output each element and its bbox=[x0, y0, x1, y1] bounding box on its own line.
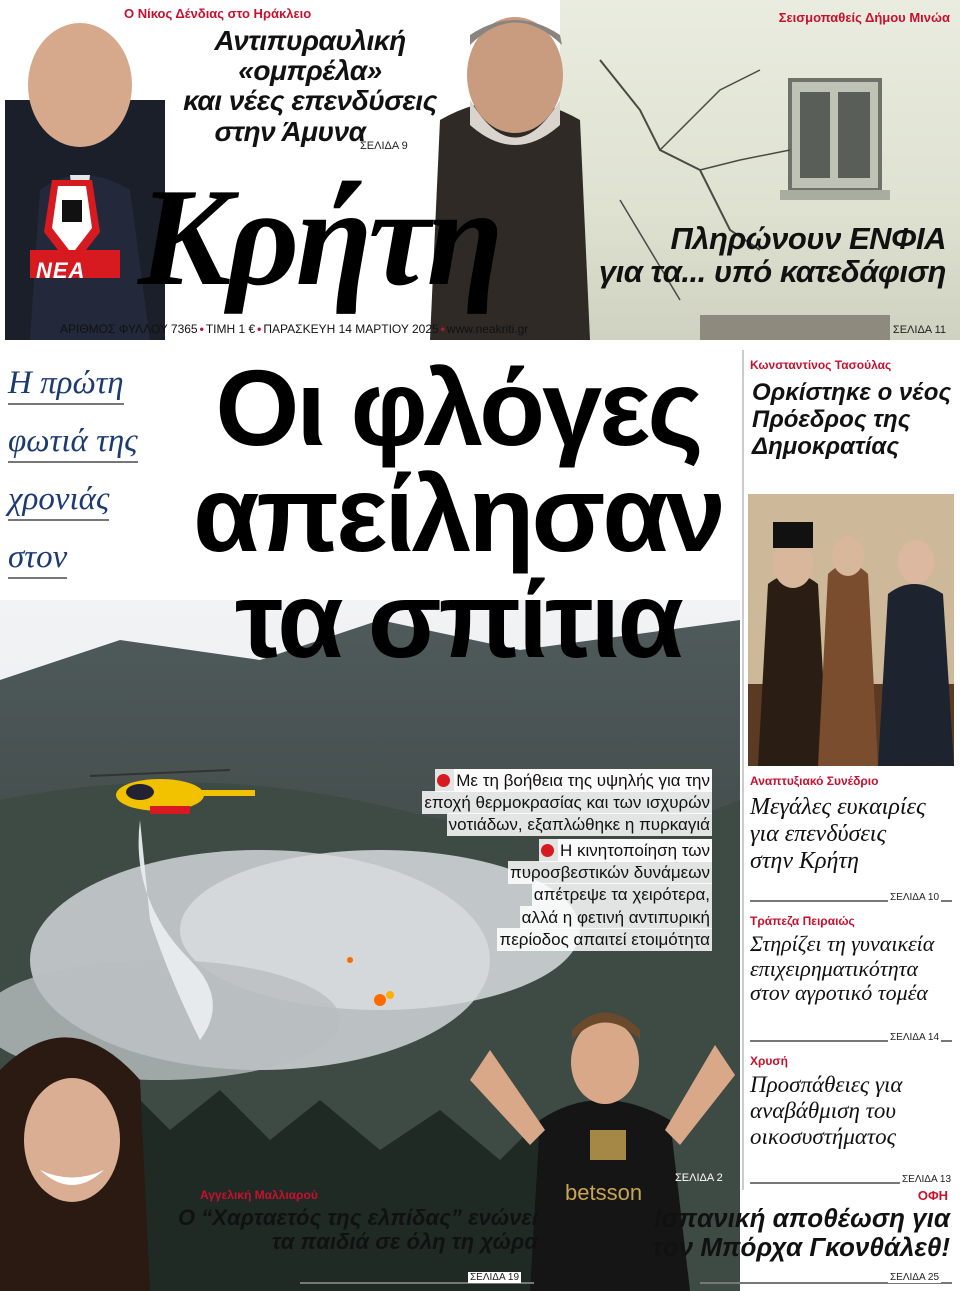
kicker-dendias: Ο Νίκος Δένδιας στο Ηράκλειο bbox=[124, 6, 312, 21]
poem-line: στον bbox=[8, 540, 67, 579]
lead-bullets bbox=[390, 770, 710, 955]
bullet-item: Η κινητοποίηση των πυροσβεστικών δυνάμεων απέτρεψε τα χειρότερα, αλλά η φετινή αντιπυρική περίοδος απαιτεί ετοιμότητα bbox=[499, 841, 710, 949]
oath-photo bbox=[748, 494, 954, 766]
newspaper-logo: Κρήτη bbox=[138, 160, 500, 315]
jersey-sponsor: betsson bbox=[565, 1180, 643, 1205]
page-ref-lead: ΣΕΛΙΔΑ 2 bbox=[675, 1172, 723, 1184]
poem-line: χρονιάς bbox=[8, 482, 109, 521]
page-ref-enfia: ΣΕΛΙΔΑ 11 bbox=[892, 324, 946, 336]
issue-number: ΑΡΙΘΜΟΣ ΦΥΛΛΟΥ 7365 bbox=[60, 322, 198, 336]
dateline: ΑΡΙΘΜΟΣ ΦΥΛΛΟΥ 7365 • ΤΙΜΗ 1 € • ΠΑΡΑΣΚΕΥΗ 14 ΜΑΡΤΙΟΥ 2025 • www.neakriti.gr bbox=[60, 322, 529, 336]
kicker-synedrio: Αναπτυξιακό Συνέδριο bbox=[750, 774, 879, 788]
kicker-ofi: ΟΦΗ bbox=[917, 1188, 948, 1203]
masthead bbox=[0, 0, 960, 340]
kicker-chrysi: Χρυσή bbox=[750, 1054, 788, 1068]
kicker-peiraios: Τράπεζα Πειραιώς bbox=[750, 914, 855, 928]
story-peiraios-title[interactable]: Στηρίζει τη γυναικεία επιχειρηματικότητα στον αγροτικό τομέα bbox=[750, 931, 935, 1006]
story-chrysi-title[interactable]: Προσπάθειες για αναβάθμιση του οικοσυστήματος bbox=[750, 1072, 903, 1149]
kicker-malliarou: Αγγελική Μαλλιαρού bbox=[200, 1188, 318, 1202]
story-enfia-title[interactable]: Πληρώνουν ΕΝΦΙΑ για τα... υπό κατεδάφιση bbox=[598, 221, 946, 290]
story-chartaetos-title[interactable]: Ο “Χαρταετός της ελπίδας” ενώνει τα παιδιά σε όλη τη χώρα bbox=[178, 1205, 538, 1255]
page-ref-tasoulas: ΣΕΛΙΔΑ 8 bbox=[900, 757, 944, 768]
story-tasoulas-title[interactable]: Ορκίστηκε ο νέος Πρόεδρος της Δημοκρατίας bbox=[752, 379, 952, 460]
story-dendias-title[interactable]: Αντιπυραυλική «ομπρέλα» και νέες επενδύσεις στην Άμυνα bbox=[183, 25, 437, 147]
red-bullet-icon bbox=[437, 774, 450, 787]
page-ref-chrysi: ΣΕΛΙΔΑ 13 bbox=[902, 1174, 952, 1185]
main-headline[interactable]: Οι φλόγες απείλησαν τα σπίτια bbox=[193, 347, 723, 680]
red-bullet-icon bbox=[541, 844, 554, 857]
logo-nea: ΝΕΑ bbox=[36, 258, 86, 283]
poem-line: Η πρώτη bbox=[8, 366, 124, 405]
page-ref-dendias: ΣΕΛΙΔΑ 9 bbox=[360, 140, 408, 152]
story-ofi-title[interactable]: Ισπανική αποθέωση για τον Μπόρχα Γκονθάλεθ! bbox=[652, 1203, 950, 1262]
story-synedrio-title[interactable]: Μεγάλες ευκαιρίες για επενδύσεις στην Κρήτη bbox=[750, 794, 926, 874]
page-ref-synedrio: ΣΕΛΙΔΑ 10 bbox=[890, 892, 940, 903]
kicker-tasoulas: Κωνσταντίνος Τασούλας bbox=[750, 358, 892, 372]
poem-line: φωτιά της bbox=[8, 424, 138, 463]
kicker-minoa: Σεισμοπαθείς Δήμου Μινώα bbox=[778, 10, 950, 25]
price: ΤΙΜΗ 1 € bbox=[205, 322, 256, 336]
website-link[interactable]: www.neakriti.gr bbox=[446, 322, 529, 336]
bullet-item: Με τη βοήθεια της υψηλής για την εποχή θερμοκρασίας και των ισχυρών νοτιάδων, εξαπλώθηκε η πυρκαγιά bbox=[424, 771, 710, 835]
page-ref-ofi: ΣΕΛΙΔΑ 25 bbox=[890, 1272, 940, 1283]
page-ref-malliarou: ΣΕΛΙΔΑ 19 bbox=[470, 1272, 520, 1283]
column-divider bbox=[742, 350, 744, 1190]
page-ref-peiraios: ΣΕΛΙΔΑ 14 bbox=[890, 1032, 940, 1043]
issue-date: ΠΑΡΑΣΚΕΥΗ 14 ΜΑΡΤΙΟΥ 2025 bbox=[263, 322, 439, 336]
